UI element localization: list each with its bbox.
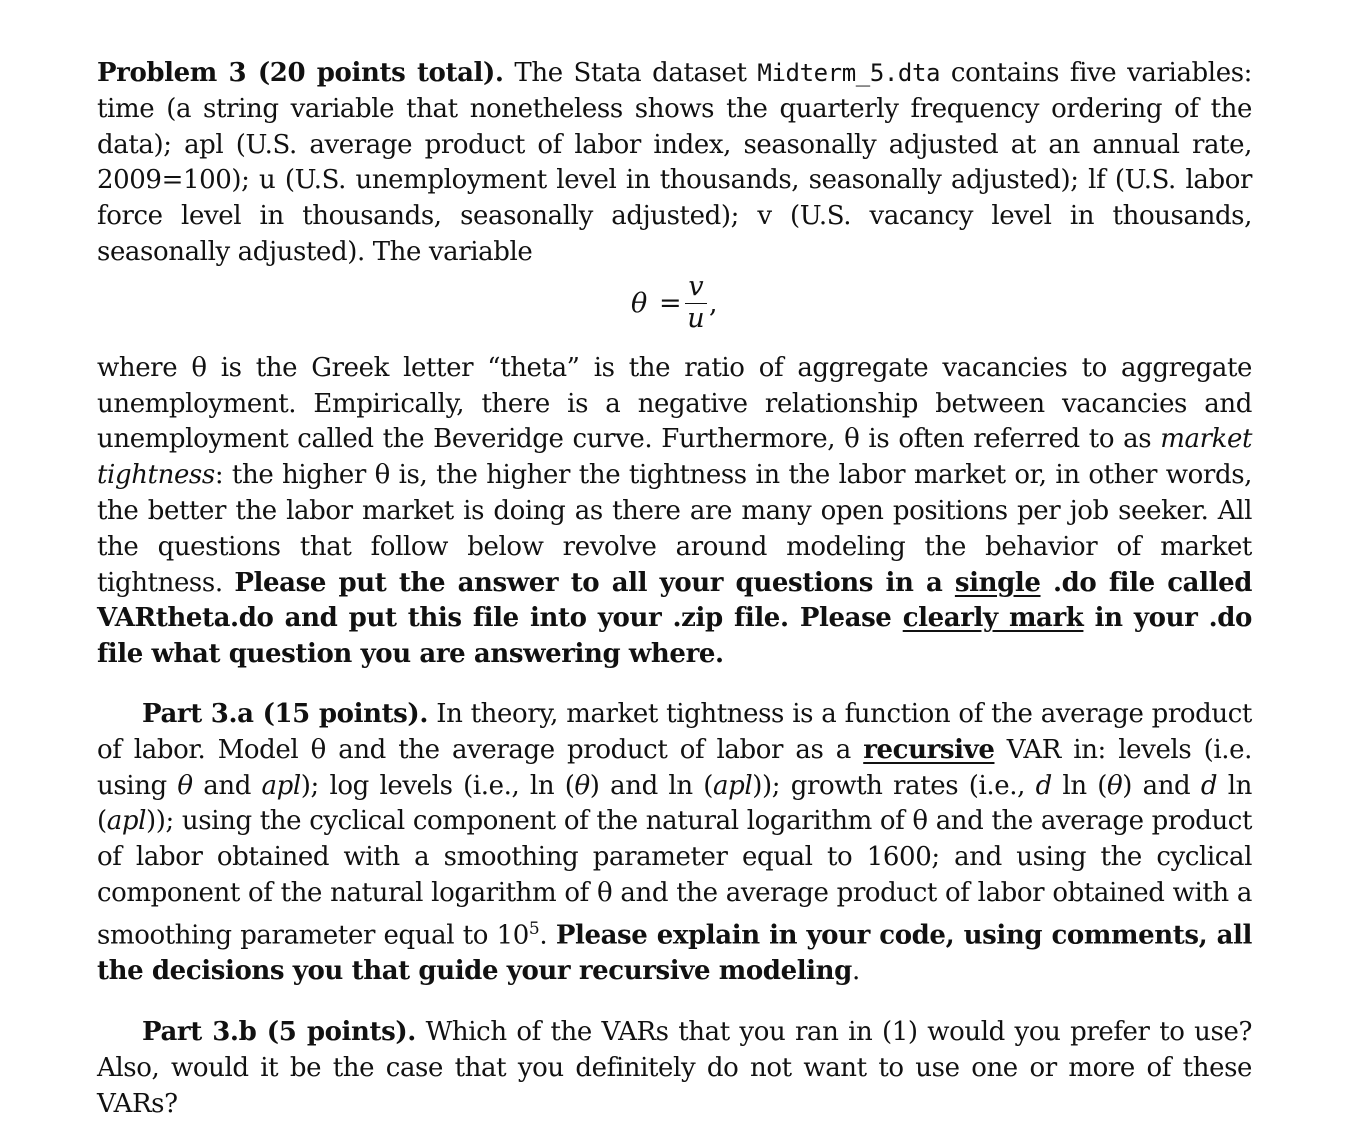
part-3a-heading: Part 3.a (15 points). (142, 698, 428, 729)
exponent: 5 (528, 918, 540, 939)
dataset-filename: Midterm_5.dta (757, 59, 941, 87)
part-3b: Part 3.b (5 points). Which of the VARs that you ran in (1) would you prefer to use? Also, would it be the case that you definitely do not want to use one or more of these VARs? (97, 1016, 1252, 1119)
theta-explanation: where θ is the Greek letter “theta” is the ratio of aggregate vacancies to aggregate unemployment. Empirically, there is a negative relationship between vacancies and unemployment called the Beveridge curve. Furthermore, θ is often referred to as market tightness: the higher θ is, the higher the tightness in the labor market or, in other words, the better the labor market is doing as there are many open positions per job seeker. All the questions that follow below revolve around modeling the behavior of market tightness. Please put the answer to all your questions in a single .do file called VARtheta.do and put this file into your .zip file. Please clearly mark in your .do file what question you are answering where. (97, 352, 1252, 670)
part-3a-bold-instruction: Please explain in your code, using comments, all the decisions you that guide your recursive modeling (97, 920, 1252, 987)
equation-numerator: v (688, 270, 704, 302)
theta-equation: θ = v u , (631, 270, 718, 334)
equation-fraction (685, 271, 707, 334)
part-3a: Part 3.a (15 points). In theory, market tightness is a function of the average product of labor. Model θ and the average product of labor as a recursive VAR in: levels (i.e. using θ and apl); log levels (i.e., ln (θ) and ln (apl)); growth rates (i.e., d ln (θ) and d ln (apl)); using the cyclical component of the natural logarithm of θ and the average product of labor obtained with a smoothing parameter equal to 1600; and using the cyclical component of the natural logarithm of θ and the average product of labor obtained with a smoothing parameter equal to $10^5$. Please explain in your code, using comments, all the decisions you that guide your recursive modeling. (97, 698, 1253, 987)
recursive-term: recursive (863, 734, 995, 765)
problem-3-heading: Problem 3 (20 points total). (97, 58, 504, 88)
market-tightness-term: market tightness (97, 424, 1252, 491)
equation-equals: = (659, 287, 682, 319)
equation-denominator: u (687, 302, 705, 334)
underlined-clearly-mark: clearly mark (902, 603, 1084, 634)
problem-3-intro: Problem 3 (20 points total). The Stata dataset Midterm_5.dta contains five variables: time (a string variable that nonetheless shows the quarterly frequency ordering of the data); apl (U.S. average product of labor index, seasonally adjusted at an annual rate, 2009=100); u (U.S. unemployment level in thousands, seasonally adjusted); lf (U.S. labor force level in thousands, seasonally adjusted); v (U.S. vacancy level in thousands, seasonally adjusted). The variable (97, 58, 1252, 267)
submission-instructions: Please put the answer to all your questions in a single .do file called VARtheta.do and put this file into your .zip file. Please clearly mark in your .do file what question you are answering where. (97, 567, 1252, 670)
equation-lhs: θ (631, 287, 648, 319)
underlined-single: single (954, 567, 1041, 598)
part-3b-heading: Part 3.b (5 points). (142, 1016, 416, 1047)
document-page (97, 56, 1252, 1122)
